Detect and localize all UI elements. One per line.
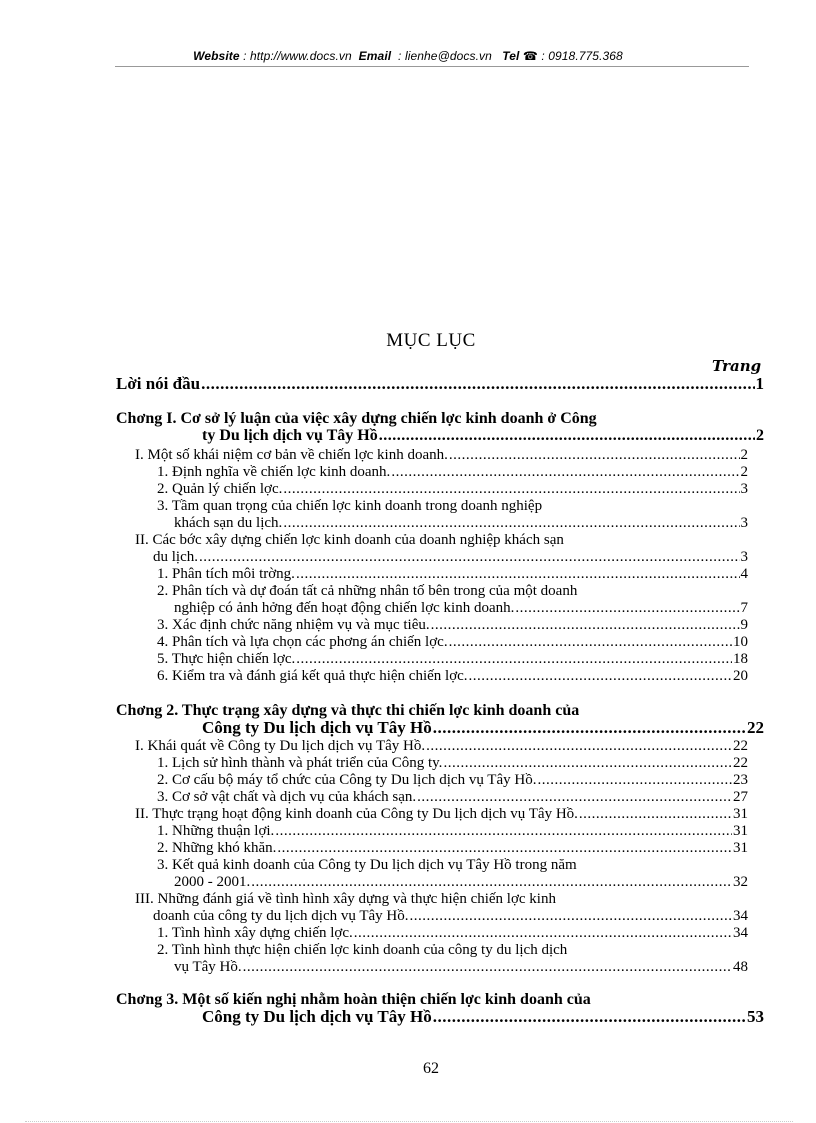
leader-dots	[251, 874, 732, 891]
toc-entry-page: 3	[740, 515, 748, 531]
header-separator: :	[394, 49, 405, 63]
toc-entry-page: 7	[740, 600, 748, 616]
leader-dots	[515, 600, 739, 617]
toc-entry[interactable]	[202, 427, 764, 444]
toc-entry-text: II. Thực trạng hoạt động kinh doanh của Công ty Du lịch dịch vụ Tây Hồ.	[135, 806, 578, 822]
toc-entry-text: vụ Tây Hồ.	[174, 959, 242, 975]
leader-dots	[199, 549, 740, 566]
leader-dots	[243, 959, 732, 976]
toc-entry-text: 1. Phân tích môi trờng.	[157, 566, 295, 582]
trang-label: Trang	[712, 357, 762, 375]
leader-dots	[443, 755, 732, 772]
toc-entry[interactable]	[157, 925, 748, 942]
footer-rule	[25, 1121, 793, 1122]
toc-entry[interactable]	[157, 481, 748, 498]
toc-entry-line: 2. Tình hình thực hiện chiến lợc kinh doanh của công ty du lịch dịch	[157, 942, 568, 958]
toc-entry-text: 6. Kiểm tra và đánh giá kết quả thực hiện chiến lợc.	[157, 668, 468, 684]
toc-entry-page: 2	[740, 464, 748, 480]
toc-entry-page: 2	[756, 427, 764, 444]
toc-entry[interactable]	[157, 755, 748, 772]
toc-entry[interactable]	[202, 719, 764, 736]
toc-entry-text: 1. Định nghĩa về chiến lợc kinh doanh.	[157, 464, 391, 480]
toc-entry-page: 27	[733, 789, 748, 805]
toc-entry[interactable]	[135, 806, 748, 823]
website-label: Website	[193, 49, 240, 63]
toc-entry-page: 4	[740, 566, 748, 582]
email-label: Email	[358, 49, 392, 63]
toc-entry[interactable]	[157, 617, 748, 634]
toc-entry[interactable]	[174, 515, 748, 532]
toc-entry[interactable]	[202, 1008, 764, 1025]
toc-entry-text: 2. Cơ cấu bộ máy tổ chức của Công ty Du lịch dịch vụ Tây Hồ.	[157, 772, 537, 788]
toc-entry[interactable]	[157, 668, 748, 685]
toc-entry-page: 48	[733, 959, 748, 975]
toc-entry-page: 31	[733, 823, 748, 839]
toc-entry[interactable]	[174, 874, 748, 891]
toc-entry-text: du lịch.	[153, 549, 198, 565]
toc-entry-page: 2	[740, 447, 748, 463]
toc-entry[interactable]	[116, 375, 764, 392]
toc-entry-text: 2. Quản lý chiến lợc.	[157, 481, 283, 497]
toc-entry-line: 2. Phân tích và dự đoán tất cả những nhân tố bên trong của một doanh	[157, 583, 578, 599]
toc-entry-text: 1. Những thuận lợi.	[157, 823, 275, 839]
toc-entry-page: 20	[733, 668, 748, 684]
toc-chapter-heading: Chơng I. Cơ sở lý luận của việc xây dựng chiến lợc kinh doanh ở Công	[116, 410, 597, 427]
leader-dots	[296, 651, 732, 668]
toc-entry-page: 31	[733, 840, 748, 856]
toc-entry[interactable]	[157, 772, 748, 789]
toc-entry-text: Lời nói đầu	[116, 374, 201, 393]
toc-entry-text: I. Khái quát về Công ty Du lịch dịch vụ Tây Hồ.	[135, 738, 426, 754]
toc-entry-text: khách sạn du lịch.	[174, 515, 283, 531]
toc-entry-page: 1	[755, 374, 764, 393]
phone-icon: ☎	[522, 49, 538, 63]
toc-entry-text: 3. Cơ sở vật chất và dịch vụ của khách sạn.	[157, 789, 417, 805]
toc-entry-page: 31	[733, 806, 748, 822]
leader-dots	[449, 447, 740, 464]
leader-dots	[379, 427, 755, 444]
toc-entry-page: 22	[733, 738, 748, 754]
leader-dots	[283, 515, 739, 532]
toc-entry-text: Công ty Du lịch dịch vụ Tây Hồ	[202, 1007, 432, 1026]
toc-entry[interactable]	[157, 634, 748, 651]
toc-entry[interactable]	[157, 651, 748, 668]
website-url[interactable]: http://www.docs.vn	[249, 49, 352, 63]
leader-dots	[469, 668, 732, 685]
toc-entry[interactable]	[157, 789, 748, 806]
header-separator: :	[239, 49, 250, 63]
tel-label: Tel	[502, 49, 520, 63]
leader-dots	[579, 806, 732, 823]
leader-dots	[354, 925, 732, 942]
toc-entry-page: 9	[740, 617, 748, 633]
toc-entry-page: 18	[733, 651, 748, 667]
toc-entry-text: I. Một số khái niệm cơ bản về chiến lợc kinh doanh.	[135, 447, 448, 463]
toc-entry[interactable]	[135, 738, 748, 755]
leader-dots	[449, 634, 732, 651]
toc-entry[interactable]	[174, 959, 748, 976]
toc-entry-text: 3. Xác định chức năng nhiệm vụ và mục tiêu.	[157, 617, 430, 633]
toc-entry-line: III. Những đánh giá về tình hình xây dựng và thực hiện chiến lợc kinh	[135, 891, 556, 907]
toc-entry-text: nghiệp có ảnh hởng đến hoạt động chiến lợc kinh doanh.	[174, 600, 515, 616]
toc-entry[interactable]	[157, 464, 748, 481]
toc-entry-page: 23	[733, 772, 748, 788]
toc-entry-page: 3	[740, 481, 748, 497]
toc-entry-page: 10	[733, 634, 748, 650]
leader-dots	[277, 840, 732, 857]
toc-chapter-heading: Chơng 3. Một số kiến nghị nhằm hoàn thiện chiến lợc kinh doanh của	[116, 991, 591, 1008]
toc-entry[interactable]	[157, 823, 748, 840]
toc-entry-text: doanh của công ty du lịch dịch vụ Tây Hồ.	[153, 908, 409, 924]
toc-entry-line: 3. Tầm quan trọng của chiến lợc kinh doanh trong doanh nghiệp	[157, 498, 543, 514]
toc-entry-page: 34	[733, 908, 748, 924]
leader-dots	[201, 375, 754, 392]
leader-dots	[431, 617, 740, 634]
toc-entry[interactable]	[153, 908, 748, 925]
toc-entry-page: 53	[747, 1007, 764, 1026]
toc-entry-text: 5. Thực hiện chiến lợc.	[157, 651, 296, 667]
toc-entry[interactable]	[157, 566, 748, 583]
toc-entry[interactable]	[135, 447, 748, 464]
toc-entry-text: 4. Phân tích và lựa chọn các phơng án chiến lợc.	[157, 634, 448, 650]
toc-entry-text: 2. Những khó khăn.	[157, 840, 277, 856]
toc-entry-text: 1. Lịch sử hình thành và phát triển của Công ty.	[157, 755, 443, 771]
toc-entry-page: 3	[740, 549, 748, 565]
leader-dots	[537, 772, 732, 789]
page-header	[0, 49, 816, 63]
toc-entry-page: 32	[733, 874, 748, 890]
page-title: MỤC LỤC	[386, 330, 476, 351]
leader-dots	[296, 566, 740, 583]
toc-entry-page: 34	[733, 925, 748, 941]
page-number: 62	[423, 1060, 439, 1077]
toc-entry-text: ty Du lịch dịch vụ Tây Hồ	[202, 427, 378, 444]
header-rule	[115, 66, 749, 67]
email-value[interactable]: lienhe@docs.vn	[404, 49, 492, 63]
toc-entry[interactable]	[157, 840, 748, 857]
toc-entry-page: 22	[747, 718, 764, 737]
leader-dots	[391, 464, 739, 481]
leader-dots	[433, 1008, 746, 1025]
leader-dots	[426, 738, 732, 755]
leader-dots	[433, 719, 746, 736]
toc-entry-page: 22	[733, 755, 748, 771]
leader-dots	[275, 823, 732, 840]
toc-entry-text: Công ty Du lịch dịch vụ Tây Hồ	[202, 718, 432, 737]
toc-entry-text: 2000 - 2001.	[174, 874, 251, 890]
toc-chapter-heading: Chơng 2. Thực trạng xây dựng và thực thi chiến lợc kinh doanh của	[116, 702, 580, 719]
tel-value: : 0918.775.368	[537, 49, 623, 63]
toc-entry-line: II. Các bớc xây dựng chiến lợc kinh doanh của doanh nghiệp khách sạn	[135, 532, 564, 548]
leader-dots	[417, 789, 732, 806]
leader-dots	[410, 908, 733, 925]
toc-entry-line: 3. Kết quả kinh doanh của Công ty Du lịch dịch vụ Tây Hồ trong năm	[157, 857, 577, 873]
leader-dots	[283, 481, 739, 498]
toc-entry-text: 1. Tình hình xây dựng chiến lợc.	[157, 925, 353, 941]
toc-entry[interactable]	[153, 549, 748, 566]
toc-entry[interactable]	[174, 600, 748, 617]
